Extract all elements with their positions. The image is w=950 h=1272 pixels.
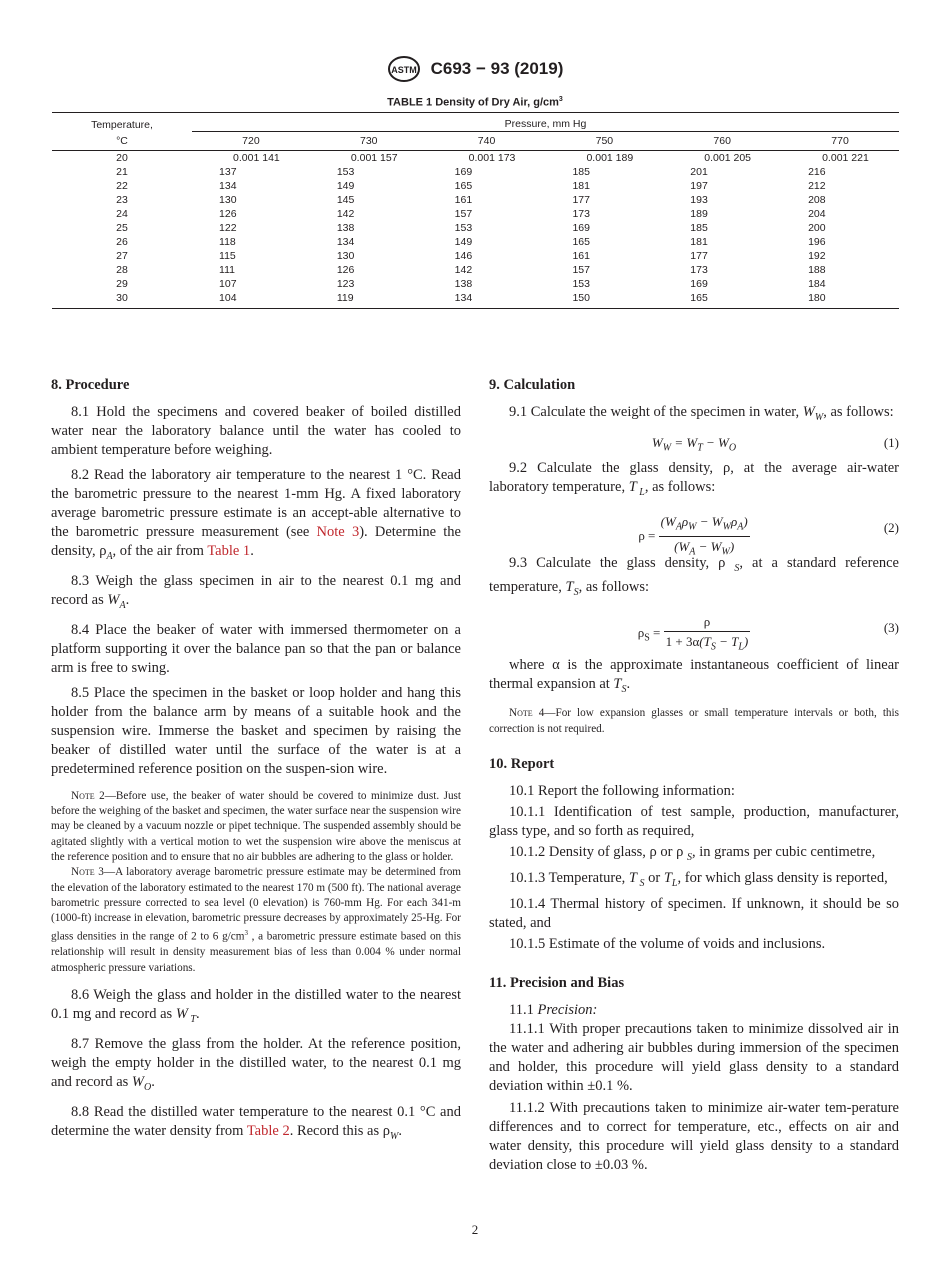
density-cell: 142 bbox=[336, 208, 355, 220]
density-cell: 0.001 141 bbox=[233, 152, 280, 164]
density-cell: 126 bbox=[336, 264, 355, 276]
paragraph-8-7: 8.7 Remove the glass from the holder. At the reference position, weigh the empty holder in the distilled water, to the nearest 0.1 mg and record as $W_O$. bbox=[51, 1035, 461, 1093]
section-heading-report: 10. Report bbox=[489, 756, 555, 773]
density-cell: 119 bbox=[310, 291, 428, 309]
table-1-link[interactable]: Table 1 bbox=[207, 543, 251, 559]
density-cell: 181 bbox=[572, 180, 590, 192]
equation-3-number: (3) bbox=[883, 619, 899, 635]
density-cell: 104 bbox=[192, 291, 310, 309]
left-column bbox=[51, 376, 461, 1152]
paragraph-8-1: 8.1 Hold the specimens and covered beaker of boiled distilled water near the laboratory balance until the water has cooled to ambient temperature before weighing. bbox=[51, 404, 461, 458]
temperature-header: Temperature, bbox=[52, 113, 192, 132]
table-row bbox=[52, 151, 899, 166]
temperature-cell: 29 bbox=[116, 278, 128, 290]
density-cell: 134 bbox=[219, 180, 237, 192]
paragraph-8-4: 8.4 Place the beaker of water with immersed thermometer on a platform supporting it over the balance pan so that the pan or balance arm is free to swing. bbox=[51, 621, 461, 676]
table-row bbox=[52, 263, 899, 277]
density-cell: 0.001 173 bbox=[468, 152, 516, 164]
pressure-group-header: Pressure, mm Hg bbox=[192, 113, 899, 132]
density-cell: 177 bbox=[690, 250, 708, 262]
density-cell: 201 bbox=[690, 166, 708, 178]
density-cell: 0.001 205 bbox=[704, 152, 751, 164]
paragraph-9-1: 9.1 Calculate the weight of the specimen in water, $W_W$, as follows: bbox=[509, 404, 894, 423]
density-cell: 161 bbox=[572, 250, 590, 262]
density-cell: 111 bbox=[219, 264, 235, 276]
density-cell: 107 bbox=[219, 278, 237, 290]
paragraph-9-3: 9.3 Calculate the glass density, ρ $_S$, at a standard reference temperature, $T_S$, as follows: bbox=[489, 554, 899, 598]
density-cell: 180 bbox=[781, 291, 899, 309]
density-cell: 208 bbox=[808, 194, 826, 206]
paragraph-10-1-4: 10.1.4 Thermal history of specimen. If unknown, it should be so stated, and bbox=[489, 895, 899, 931]
density-cell: 153 bbox=[454, 222, 473, 234]
temperature-cell: 22 bbox=[116, 180, 128, 192]
density-cell: 126 bbox=[219, 208, 237, 220]
density-cell: 130 bbox=[336, 250, 355, 262]
temperature-cell: 23 bbox=[116, 194, 128, 206]
note-3-link[interactable]: Note 3 bbox=[316, 524, 360, 540]
section-heading-calculation: 9. Calculation bbox=[489, 377, 576, 393]
table-row bbox=[52, 235, 899, 249]
table-2-link[interactable]: Table 2 bbox=[246, 1122, 290, 1139]
density-cell: 0.001 189 bbox=[586, 152, 634, 164]
table-row bbox=[52, 291, 899, 309]
density-cell: 0.001 157 bbox=[350, 152, 398, 164]
equation-2-number: (2) bbox=[883, 519, 899, 535]
paragraph-11-1: 11.1 Precision: bbox=[509, 1001, 598, 1018]
paragraph-10-1-1: 10.1.1 Identification of test sample, production, manufacturer, glass type, and so forth as required, bbox=[489, 804, 899, 840]
equation-1-number: (1) bbox=[883, 434, 899, 450]
density-cell: 185 bbox=[572, 166, 590, 178]
section-heading-precision: 11. Precision and Bias bbox=[489, 974, 625, 991]
table-row bbox=[52, 249, 899, 263]
density-cell: 196 bbox=[808, 236, 826, 248]
table-row bbox=[52, 165, 899, 179]
temperature-cell: 24 bbox=[116, 208, 128, 220]
pressure-header: 750 bbox=[545, 132, 663, 151]
paragraph-8-5: 8.5 Place the specimen in the basket or loop holder and hang this holder from the balance arm by means of a suitable hook and the suspension wire. Immerse the basket and specimen by raising the beaker of distilled water until the surface of the water is at a predetermined reference position on the suspen-sion wire. bbox=[51, 684, 461, 777]
density-cell: 123 bbox=[336, 278, 355, 290]
paragraph-10-1-3: 10.1.3 Temperature, T $_S$ or $T_L$, for which glass density is reported, bbox=[509, 869, 888, 889]
temperature-cell: 21 bbox=[116, 166, 128, 178]
density-cell: 189 bbox=[690, 208, 708, 220]
equation-3: $\rho_S$ = $\frac{\rho}{1 + 3\alpha(T_S - T_L)}$ (3) bbox=[637, 613, 899, 653]
density-cell: 142 bbox=[454, 264, 473, 276]
right-column bbox=[489, 376, 899, 1181]
density-cell: 149 bbox=[336, 180, 355, 192]
density-cell: 145 bbox=[336, 194, 355, 206]
density-cell: 134 bbox=[428, 291, 546, 309]
density-cell: 153 bbox=[336, 166, 355, 178]
temperature-cell: 26 bbox=[116, 236, 128, 248]
density-cell: 157 bbox=[454, 208, 473, 220]
temperature-cell: 30 bbox=[52, 291, 192, 309]
density-cell: 184 bbox=[808, 278, 826, 290]
density-cell: 177 bbox=[572, 194, 590, 206]
density-cell: 192 bbox=[808, 250, 826, 262]
density-cell: 216 bbox=[808, 166, 826, 178]
density-cell: 122 bbox=[219, 222, 237, 234]
paragraph-10-1-5: 10.1.5 Estimate of the volume of voids and inclusions. bbox=[509, 935, 826, 952]
table-row bbox=[52, 207, 899, 221]
density-cell: 146 bbox=[454, 250, 473, 262]
density-cell: 165 bbox=[454, 180, 473, 192]
density-cell: 134 bbox=[336, 236, 355, 248]
paragraph-10-1: 10.1 Report the following information: bbox=[509, 783, 735, 800]
temperature-unit: °C bbox=[52, 132, 192, 151]
paragraph-8-8: 8.8 Read the distilled water temperature to the nearest 0.1 °C and determine the water density from Table 2. Record this as $\rho_W$. bbox=[51, 1103, 461, 1142]
page-header bbox=[0, 56, 950, 82]
note-3: Note 3—A laboratory average barometric pressure estimate may be determined from the elevation of the laboratory estimated to the nearest 170 m (500 ft). The national average barometric pressure corrected to sea level (0 elevation) is 760-mm Hg. For each 341-m (1000-ft) increase in elevation, barometric pressure decreases by approximately 25-Hg. For glass densities in the range of 2 to 6 $g/cm^3$ , a barometric pressure estimate based on this relationship will result in density measurement bias of less than 0.004 % under normal atmospheric pressure variations. bbox=[51, 866, 462, 974]
density-cell: 138 bbox=[454, 278, 473, 290]
paragraph-8-6: 8.6 Weigh the glass and holder in the distilled water to the nearest 0.1 mg and record as W $_T$. bbox=[51, 987, 461, 1025]
table-row bbox=[52, 179, 899, 193]
density-cell: 173 bbox=[690, 264, 708, 276]
note-2: Note 2—Before use, the beaker of water should be covered to minimize dust. Just before the weighing of the basket and specimen, the water surface near the suspension wire may be cleaned by a vacuum nozzle or pipet technique. The suspended assembly should be agitated slightly with a vertical motion to wet the suspension wire above the meniscus at the reference position and to ensure that no air bubbles are adhering to the glass or holder. bbox=[51, 789, 462, 863]
equation-2: ρ = $\frac{(W_A\rho_W - W_W\rho_A)}{(W_A - W_W)}$ (2) bbox=[638, 513, 899, 558]
pressure-header: 740 bbox=[428, 132, 546, 151]
density-cell: 204 bbox=[808, 208, 826, 220]
density-cell: 185 bbox=[690, 222, 708, 234]
table-caption: TABLE 1 Density of Dry Air, $g/cm^3$ bbox=[387, 96, 563, 109]
density-cell: 169 bbox=[572, 222, 590, 234]
paragraph-where: where α is the approximate instantaneous coefficient of linear thermal expansion at $T_S$. bbox=[489, 656, 899, 695]
paragraph-8-3: 8.3 Weigh the glass specimen in air to the nearest 0.1 mg and record as $W_A$. bbox=[51, 572, 461, 611]
paragraph-11-1-1: 11.1.1 With proper precautions taken to minimize dissolved air in the water and adhering air bubbles during immersion of the specimen and holder, this procedure will yield glass density to a standard deviation within ±0.1 %. bbox=[489, 1020, 899, 1094]
density-cell: 130 bbox=[219, 194, 237, 206]
astm-logo bbox=[387, 56, 421, 82]
paragraph-8-2: 8.2 Read the laboratory air temperature to the nearest 1 °C. Read the barometric pressure to the nearest 1-mm Hg. A fixed laboratory average barometric pressure estimate is an accept-able alternative to the barometric pressure measurement (see Note 3). Determine the density, $\rho_A$, of the air from Table 1. bbox=[51, 467, 461, 562]
density-cell: 115 bbox=[219, 250, 236, 262]
density-cell: 153 bbox=[572, 278, 590, 290]
density-cell: 165 bbox=[572, 236, 590, 248]
document-designation: C693 − 93 (2019) bbox=[430, 59, 564, 78]
density-cell: 197 bbox=[690, 180, 708, 192]
density-cell: 149 bbox=[454, 236, 473, 248]
table-row bbox=[52, 193, 899, 207]
pressure-header: 730 bbox=[310, 132, 428, 151]
density-cell: 169 bbox=[690, 278, 708, 290]
density-cell: 169 bbox=[454, 166, 473, 178]
density-table bbox=[52, 112, 899, 309]
density-cell: 118 bbox=[219, 236, 236, 248]
density-cell: 157 bbox=[572, 264, 590, 276]
density-cell: 212 bbox=[808, 180, 826, 192]
density-cell: 173 bbox=[572, 208, 590, 220]
paragraph-9-2: 9.2 Calculate the glass density, ρ, at the average air-water laboratory temperature, T $_L$, as follows: bbox=[489, 459, 899, 498]
pressure-header: 760 bbox=[663, 132, 781, 151]
density-cell: 188 bbox=[808, 264, 826, 276]
density-cell: 165 bbox=[663, 291, 781, 309]
section-heading-procedure: 8. Procedure bbox=[51, 377, 130, 393]
temperature-cell: 25 bbox=[116, 222, 128, 234]
paragraph-10-1-2: 10.1.2 Density of glass, ρ or ρ $_S$, in grams per cubic centimetre, bbox=[509, 844, 876, 863]
equation-1: $W_W = W_T - W_O$ (1) bbox=[651, 434, 899, 454]
pressure-header: 770 bbox=[781, 132, 899, 151]
svg-text:ASTM: ASTM bbox=[390, 65, 417, 75]
table-row bbox=[52, 221, 899, 235]
density-cell: 0.001 221 bbox=[822, 152, 869, 164]
density-cell: 138 bbox=[336, 222, 355, 234]
pressure-header: 720 bbox=[192, 132, 310, 151]
paragraph-11-1-2: 11.1.2 With precautions taken to minimize air-water tem-perature differences and to correct for temperature, etc., effects on air and water density, this procedure will yield glass density to a standard deviation close to ±0.03 %. bbox=[489, 1099, 899, 1173]
table-row bbox=[52, 277, 899, 291]
density-cell: 181 bbox=[690, 236, 708, 248]
density-cell: 193 bbox=[690, 194, 708, 206]
density-cell: 200 bbox=[808, 222, 826, 234]
density-cell: 137 bbox=[219, 166, 237, 178]
note-4: Note 4—For low expansion glasses or small temperature intervals or both, this correction is not required. bbox=[489, 707, 899, 735]
page-number: 2 bbox=[471, 1222, 479, 1237]
temperature-cell: 20 bbox=[116, 152, 128, 164]
temperature-cell: 28 bbox=[116, 264, 128, 276]
density-cell: 161 bbox=[454, 194, 473, 206]
density-cell: 150 bbox=[545, 291, 663, 309]
temperature-cell: 27 bbox=[116, 250, 128, 262]
